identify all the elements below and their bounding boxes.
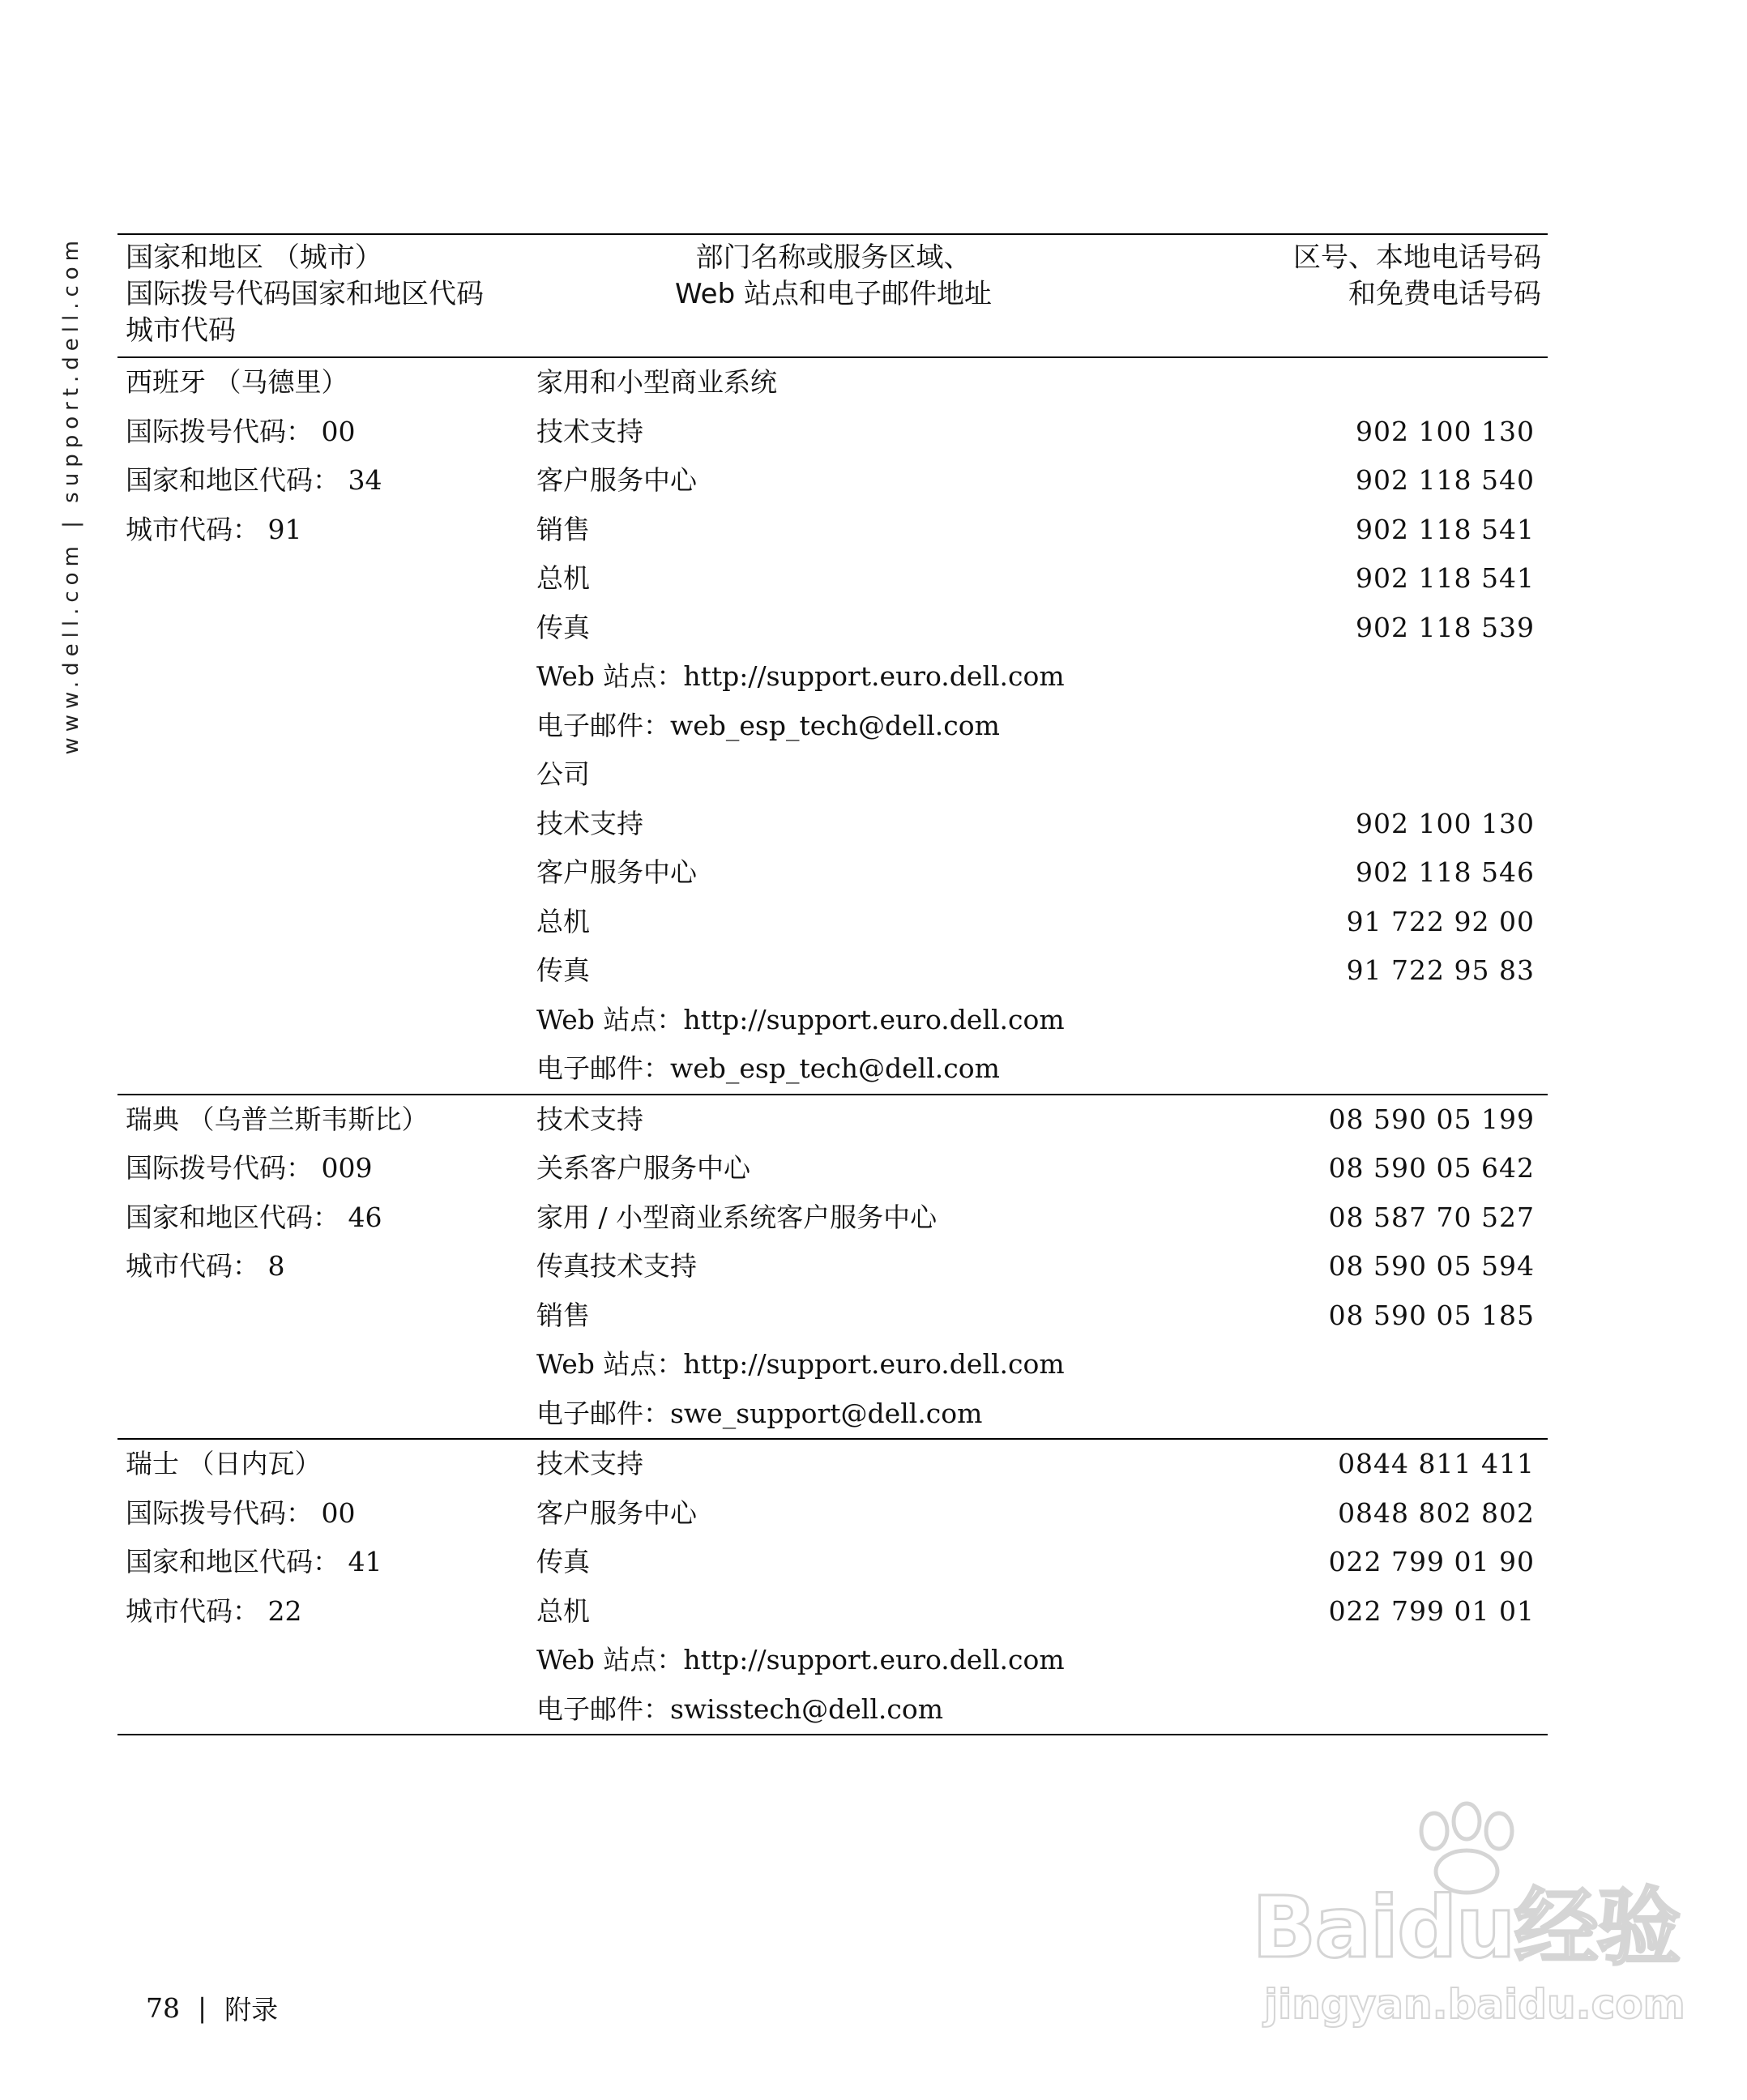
table-row — [536, 1242, 1548, 1291]
service-label: Web 站点：http://support.euro.dell.com — [536, 1003, 1065, 1035]
country-code-line: 国家和地区代码： 46 — [126, 1201, 382, 1233]
country-code-line: 城市代码： 8 — [126, 1250, 285, 1282]
country-info — [117, 1440, 536, 1734]
service-label: Web 站点：http://support.euro.dell.com — [536, 1644, 1065, 1675]
country-name: 瑞士 （日内瓦） — [126, 1448, 322, 1479]
header-text: 和免费电话号码 — [1348, 278, 1541, 310]
table-row — [536, 1440, 1548, 1489]
country-section — [117, 358, 1548, 1094]
table-row — [536, 1685, 1548, 1735]
country-code-line: 国际拨号代码： 00 — [126, 1496, 356, 1529]
subsection-heading: 家用和小型商业系统 — [536, 366, 777, 398]
header-text: 区号、本地电话号码 — [1293, 241, 1541, 274]
service-label: 技术支持 — [536, 415, 643, 447]
service-label: 传真 — [536, 611, 590, 643]
service-label: Web 站点：http://support.euro.dell.com — [536, 1348, 1065, 1380]
header-department-column — [531, 235, 1136, 356]
table-row — [536, 946, 1548, 996]
phone-number: 91 722 95 83 — [1346, 954, 1535, 986]
service-label: 电子邮件：web_esp_tech@dell.com — [536, 1052, 1000, 1084]
table-row — [536, 408, 1548, 457]
header-text: 国家和地区 （城市） — [126, 241, 382, 274]
contact-rows — [536, 1095, 1548, 1439]
phone-number: 902 118 539 — [1356, 611, 1535, 643]
phone-number: 08 590 05 199 — [1328, 1103, 1535, 1135]
side-url-text: www.dell.com | support.dell.com — [59, 235, 83, 755]
table-body — [117, 358, 1548, 1734]
country-name: 西班牙 （马德里） — [126, 366, 348, 398]
phone-number: 08 590 05 642 — [1328, 1152, 1535, 1184]
country-info — [117, 358, 536, 1094]
contact-rows — [536, 358, 1548, 1094]
service-label: 总机 — [536, 905, 590, 937]
page-number: 78 — [146, 1992, 180, 2024]
table-row — [536, 996, 1548, 1045]
subsection-heading: 公司 — [536, 758, 590, 790]
table-header — [117, 235, 1548, 358]
service-label: 客户服务中心 — [536, 1496, 697, 1529]
table-row — [536, 1340, 1548, 1389]
phone-number: 902 100 130 — [1356, 415, 1535, 447]
table-row — [536, 1095, 1548, 1145]
watermark-logo-text: Baidu经验 — [1252, 1878, 1680, 1977]
header-text: Web 站点和电子邮件地址 — [675, 278, 992, 310]
phone-number: 902 118 541 — [1356, 513, 1535, 545]
table-row — [536, 800, 1548, 849]
service-label: Web 站点：http://support.euro.dell.com — [536, 660, 1065, 692]
phone-number: 91 722 92 00 — [1346, 905, 1535, 937]
service-label: 传真 — [536, 954, 590, 986]
table-row — [536, 1193, 1548, 1243]
service-label: 电子邮件：swe_support@dell.com — [536, 1397, 983, 1429]
table-row — [536, 506, 1548, 555]
header-text: 部门名称或服务区域、 — [695, 241, 972, 274]
country-section — [117, 1438, 1548, 1734]
table-row — [536, 898, 1548, 947]
country-name: 瑞典 （乌普兰斯韦斯比） — [126, 1103, 429, 1135]
table-row — [536, 652, 1548, 702]
table-row — [536, 750, 1548, 800]
service-label: 技术支持 — [536, 807, 643, 839]
country-code-line: 国际拨号代码： 00 — [126, 415, 356, 447]
service-label: 总机 — [536, 562, 590, 594]
service-label: 技术支持 — [536, 1103, 643, 1135]
table-row — [536, 358, 1548, 408]
service-label: 总机 — [536, 1594, 590, 1627]
country-code-line: 国家和地区代码： 34 — [126, 464, 382, 496]
header-text: 城市代码 — [126, 314, 236, 347]
phone-number: 08 587 70 527 — [1328, 1201, 1535, 1233]
service-label: 传真 — [536, 1546, 590, 1577]
country-section — [117, 1094, 1548, 1439]
country-code-line: 国家和地区代码： 41 — [126, 1546, 382, 1577]
table-row — [536, 604, 1548, 653]
phone-number: 0844 811 411 — [1338, 1448, 1535, 1479]
service-label: 关系客户服务中心 — [536, 1152, 750, 1184]
phone-number: 902 118 546 — [1356, 856, 1535, 888]
phone-number: 022 799 01 90 — [1328, 1546, 1535, 1577]
service-label: 家用 / 小型商业系统客户服务中心 — [536, 1201, 938, 1233]
country-info — [117, 1095, 536, 1439]
phone-number: 08 590 05 185 — [1328, 1299, 1535, 1331]
contact-table — [117, 233, 1548, 1735]
table-row — [536, 1636, 1548, 1685]
page-footer — [146, 1989, 278, 2027]
table-row — [536, 1538, 1548, 1587]
header-country-column — [117, 235, 531, 356]
contact-rows — [536, 1440, 1548, 1734]
phone-number: 902 118 540 — [1356, 464, 1535, 496]
phone-number: 0848 802 802 — [1338, 1496, 1535, 1529]
service-label: 传真技术支持 — [536, 1250, 697, 1282]
header-text: 国际拨号代码国家和地区代码 — [126, 278, 484, 310]
chapter-title: 附录 — [224, 1994, 279, 2025]
service-label: 销售 — [536, 1299, 590, 1331]
country-code-line: 城市代码： 22 — [126, 1594, 302, 1627]
table-row — [536, 554, 1548, 604]
service-label: 销售 — [536, 513, 590, 545]
table-row — [536, 1144, 1548, 1193]
footer-separator: | — [198, 1992, 207, 2024]
table-row — [536, 456, 1548, 506]
phone-number: 902 118 541 — [1356, 562, 1535, 594]
phone-number: 902 100 130 — [1356, 807, 1535, 839]
service-label: 电子邮件：swisstech@dell.com — [536, 1692, 944, 1725]
service-label: 技术支持 — [536, 1448, 643, 1479]
service-label: 客户服务中心 — [536, 856, 697, 888]
table-row — [536, 1587, 1548, 1637]
baidu-watermark — [1252, 1799, 1685, 2042]
table-row — [536, 1291, 1548, 1341]
table-row — [536, 1044, 1548, 1094]
table-row — [536, 1389, 1548, 1439]
header-phone-column — [1136, 235, 1548, 356]
service-label: 电子邮件：web_esp_tech@dell.com — [536, 709, 1000, 741]
country-code-line: 城市代码： 91 — [126, 513, 302, 545]
watermark-url: jingyan.baidu.com — [1264, 1981, 1685, 2028]
phone-number: 022 799 01 01 — [1328, 1594, 1535, 1627]
service-label: 客户服务中心 — [536, 464, 697, 496]
table-row — [536, 702, 1548, 751]
country-code-line: 国际拨号代码： 009 — [126, 1152, 373, 1184]
table-row — [536, 1489, 1548, 1539]
phone-number: 08 590 05 594 — [1328, 1250, 1535, 1282]
table-row — [536, 848, 1548, 898]
side-url-strip — [57, 235, 86, 786]
